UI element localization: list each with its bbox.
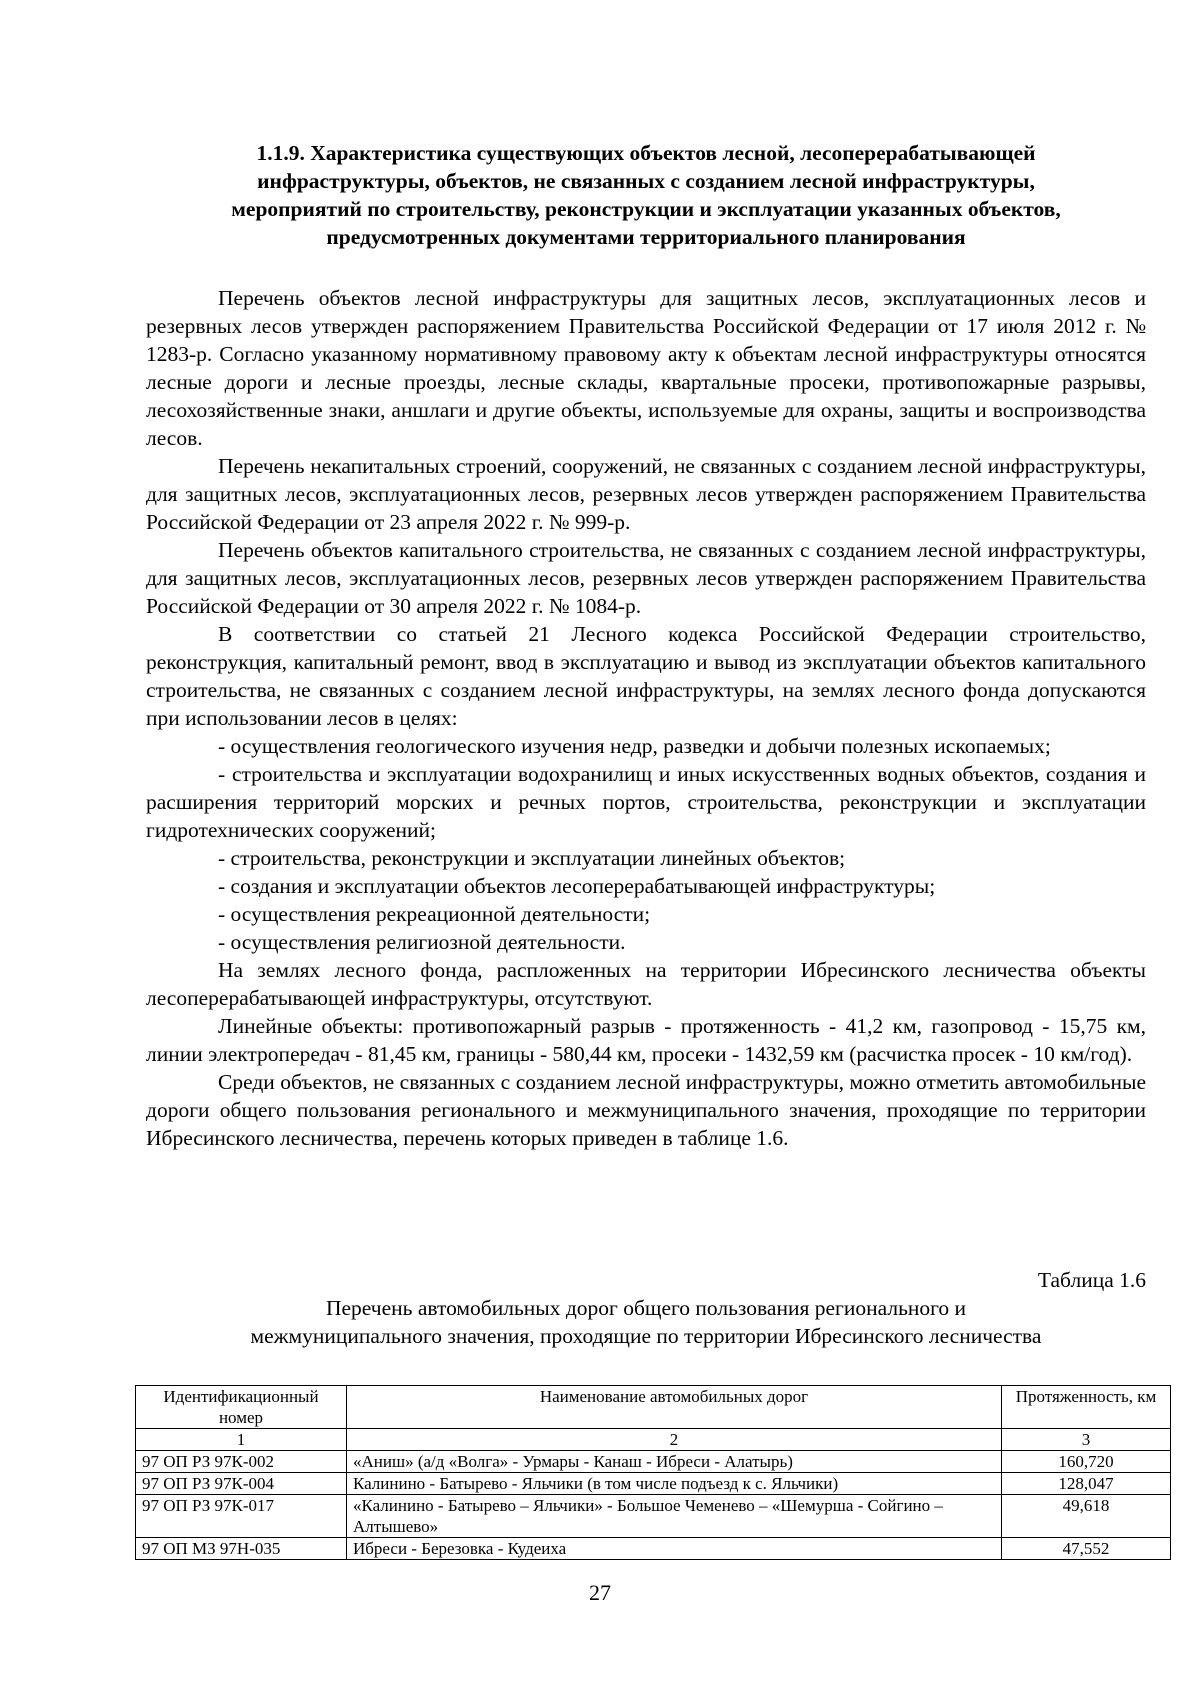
table-title-line: Перечень автомобильных дорог общего пользования регионального и [325,1296,967,1320]
table-row [136,1473,1171,1495]
page-number: 27 [589,1580,611,1605]
road-id: 97 ОП РЗ 97К-004 [136,1473,347,1495]
road-length: 47,552 [1002,1538,1171,1560]
list-item-linear: - строительства, реконструкции и эксплуатации линейных объектов; [218,846,846,870]
table-row [136,1495,1171,1538]
list-item-geology: - осуществления геологического изучения недр, разведки и добычи полезных ископаемых; [218,734,1051,758]
list-item-processing: - создания и эксплуатации объектов лесоперерабатывающей инфраструктуры; [218,874,936,898]
paragraph-forest-code: В соответствии со статьей 21 Лесного кодекса Российской Федерации строительство, реконструкция, капитальный ремонт, ввод в эксплуатацию и вывод из эксплуатации объектов капитального строительства, не связанных с созданием лесной инфраструктуры, на землях лесного фонда допускаются при использовании лесов в целях: [146,622,1146,730]
road-id: 97 ОП МЗ 97Н-035 [136,1538,347,1560]
road-id: 97 ОП РЗ 97К-002 [136,1451,347,1473]
paragraph-no-processing: На землях лесного фонда, распложенных на территории Ибресинского лесничества объекты лесоперерабатывающей инфраструктуры, отсутствуют. [146,958,1146,1010]
list-item-water: - строительства и эксплуатации водохранилищ и иных искусственных водных объектов, создания и расширения территорий морских и речных портов, строительства, реконструкции и эксплуатации гидротехнических сооружений; [146,762,1146,842]
road-name: Ибреси - Березовка - Кудеиха [347,1538,1002,1560]
road-id: 97 ОП РЗ 97К-017 [136,1495,347,1538]
paragraph-infrastructure-list: Перечень объектов лесной инфраструктуры для защитных лесов, эксплуатационных лесов и резервных лесов утвержден распоряжением Правительства Российской Федерации от 17 июля 2012 г. № 1283-р. Согласно указанному нормативному правовому акту к объектам лесной инфраструктуры относятся лесные дороги и лесные проезды, лесные склады, квартальные просеки, противопожарные разрывы, лесохозяйственные знаки, аншлаги и другие объекты, используемые для охраны, защиты и воспроизводства лесов. [146,286,1146,450]
paragraph-noncapital-list: Перечень некапитальных строений, сооружений, не связанных с созданием лесной инфраструктуры, для защитных лесов, эксплуатационных лесов, резервных лесов утвержден распоряжением Правительства Российской Федерации от 23 апреля 2022 г. № 999-р. [146,454,1146,534]
heading-line: мероприятий по строительству, реконструкции и эксплуатации указанных объектов, [231,197,1061,221]
paragraph-roads-intro: Среди объектов, не связанных с созданием лесной инфраструктуры, можно отметить автомобильные дороги общего пользования регионального и межмуниципального значения, проходящие по территории Ибресинского лесничества, перечень которых приведен в таблице 1.6. [146,1070,1146,1150]
list-item-religion: - осуществления религиозной деятельности. [218,930,626,954]
heading-line: предусмотренных документами территориального планирования [326,225,966,249]
heading-line: 1.1.9. Характеристика существующих объектов лесной, лесоперерабатывающей [256,141,1036,165]
road-name: «Аниш» (а/д «Волга» - Урмары - Канаш - Ибреси - Алатырь) [347,1451,1002,1473]
list-item-recreation: - осуществления рекреационной деятельности; [218,902,651,926]
paragraph-linear-objects: Линейные объекты: противопожарный разрыв - протяженность - 41,2 км, газопровод - 15,75 км, линии электропередач - 81,45 км, границы - 580,44 км, просеки - 1432,59 км (расчистка просек - 10 км/год). [146,1014,1146,1066]
header-name: Наименование автомобильных дорог [347,1386,1002,1429]
table-row [136,1538,1171,1560]
header-id: Идентификационный номер [136,1386,347,1429]
road-length: 160,720 [1002,1451,1171,1473]
column-number: 2 [347,1429,1002,1451]
road-length: 128,047 [1002,1473,1171,1495]
column-number: 3 [1002,1429,1171,1451]
heading-line: инфраструктуры, объектов, не связанных с созданием лесной инфраструктуры, [257,169,1035,193]
table-row [136,1451,1171,1473]
roads-table [135,1385,1171,1560]
road-length: 49,618 [1002,1495,1171,1538]
paragraph-capital-list: Перечень объектов капитального строительства, не связанных с созданием лесной инфраструктуры, для защитных лесов, эксплуатационных лесов, резервных лесов утвержден распоряжением Правительства Российской Федерации от 30 апреля 2022 г. № 1084-р. [146,538,1146,618]
header-length: Протяженность, км [1002,1386,1171,1429]
body-text [146,284,1146,1152]
table-column-number-row [136,1429,1171,1451]
road-name: Калинино - Батырево - Яльчики (в том числе подъезд к с. Яльчики) [347,1473,1002,1495]
table-title-line: межмуниципального значения, проходящие по территории Ибресинского лесничества [250,1324,1042,1348]
column-number: 1 [136,1429,347,1451]
section-heading [146,139,1146,251]
road-name: «Калинино - Батырево – Яльчики» - Большое Чеменево – «Шемурша - Сойгино – Алтышево» [347,1495,1002,1538]
table-title [146,1294,1146,1350]
table-header-row [136,1386,1171,1429]
table-label: Таблица 1.6 [1037,1268,1146,1292]
